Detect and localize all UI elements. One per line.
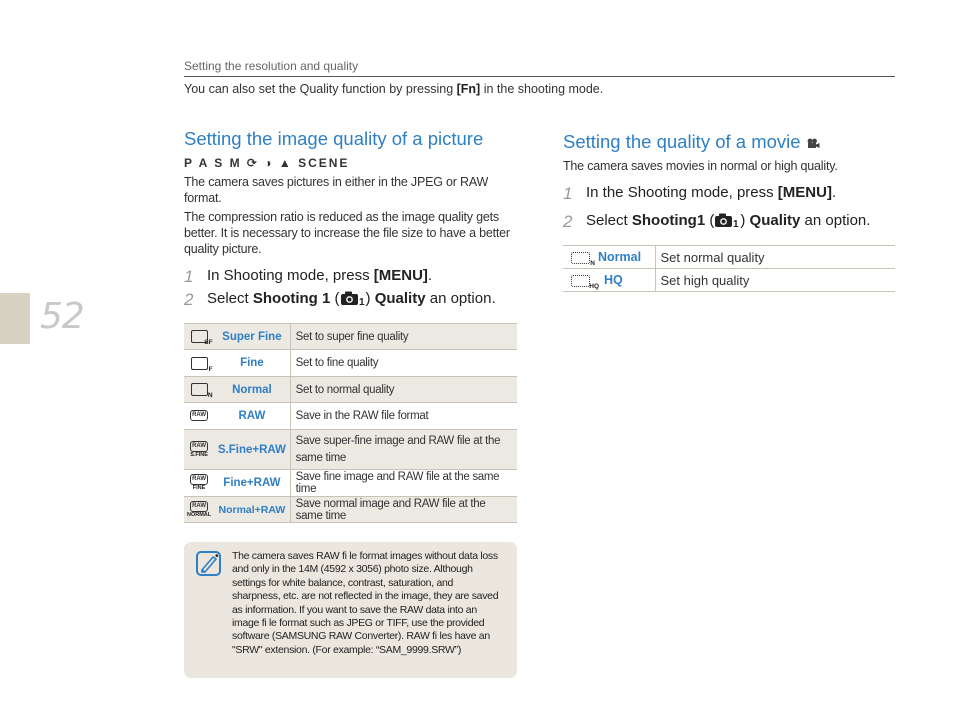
movie-quality-title: Setting the quality of a movie <box>563 131 895 153</box>
camera-1-icon <box>714 212 740 228</box>
quality-normal-icon: N <box>191 383 208 396</box>
picture-quality-title: Setting the image quality of a picture <box>184 128 484 149</box>
page-number: 52 <box>40 296 84 337</box>
intro-text: You can also set the Quality function by pressing [Fn] in the shooting mode. <box>184 82 604 96</box>
movie-subtitle: The camera saves movies in normal or high quality. <box>563 159 838 173</box>
table-row: N Normal Set to normal quality <box>184 377 517 403</box>
table-row: F Fine Set to fine quality <box>184 350 517 377</box>
movie-quality-section <box>563 131 895 292</box>
raw-normal-icon: RAW NORMAL <box>187 502 212 518</box>
page-tab <box>0 293 30 344</box>
quality-superfine-icon: SF <box>191 330 208 343</box>
fn-key: [Fn] <box>456 82 481 96</box>
raw-note-box <box>184 542 517 678</box>
picture-para-1: The camera saves pictures in either in the JPEG or RAW format. <box>184 175 489 205</box>
camera-1-icon <box>340 290 366 306</box>
raw-fine-icon: RAW FINE <box>192 476 207 491</box>
picture-para-2: The compression ratio is reduced as the image quality gets better. It is necessary to increase the file size to have a better quality picture. <box>184 210 510 256</box>
table-row: RAW FINE Fine+RAW Save fine image and RAW file at the same time <box>184 470 517 497</box>
table-row: RAW S.FINE S.Fine+RAW Save super-fine image and RAW file at the same time <box>184 430 517 470</box>
table-row: N Normal Set normal quality <box>563 246 895 269</box>
picture-quality-section <box>184 128 517 523</box>
raw-superfine-icon: RAW S.FINE <box>190 442 208 458</box>
movie-step-1: 1 In the Shooting mode, press [MENU]. <box>563 184 837 203</box>
svg-text:1: 1 <box>358 297 365 306</box>
picture-quality-table <box>184 323 517 523</box>
section-header: Setting the resolution and quality <box>184 59 895 77</box>
raw-note-text: • The camera saves RAW fi le format images without data loss and only in the 14M (4592 x 3056) photo size. Although settings for white balance, contrast, saturation, and sharpness, etc. are not reflected in the image, they are saved as information. If you want to save the RAW data into an image fi le format such as JPEG or TIFF, use the provided software (SAMSUNG RAW Converter). RAW fi les have an "SRW" extension. (For example: “SAM_9999.SRW”) <box>215 550 499 656</box>
picture-step-1: 1 In Shooting mode, press [MENU]. <box>184 267 433 286</box>
quality-fine-icon: F <box>191 357 208 370</box>
movie-quality-table <box>563 245 895 292</box>
svg-text:1: 1 <box>733 219 739 228</box>
movie-normal-icon: N <box>571 252 590 264</box>
picture-step-2: 2 Select Shooting 1 ( 1 ) Quality an option. <box>184 290 496 309</box>
table-row: HQ HQ Set high quality <box>563 269 895 292</box>
table-row: RAW NORMAL Normal+RAW Save normal image and RAW file at the same time <box>184 497 517 523</box>
movie-camera-icon <box>806 138 820 149</box>
movie-step-2: 2 Select Shooting1 ( 1 ) Quality an option. <box>563 212 871 231</box>
raw-icon: RAW <box>190 410 208 421</box>
shooting-modes: P A S M ⟳ ◑ ▲ SCENE <box>184 156 350 170</box>
table-row: SF Super Fine Set to super fine quality <box>184 324 517 350</box>
table-row: RAW RAW Save in the RAW file format <box>184 403 517 430</box>
movie-hq-icon: HQ <box>571 275 590 287</box>
